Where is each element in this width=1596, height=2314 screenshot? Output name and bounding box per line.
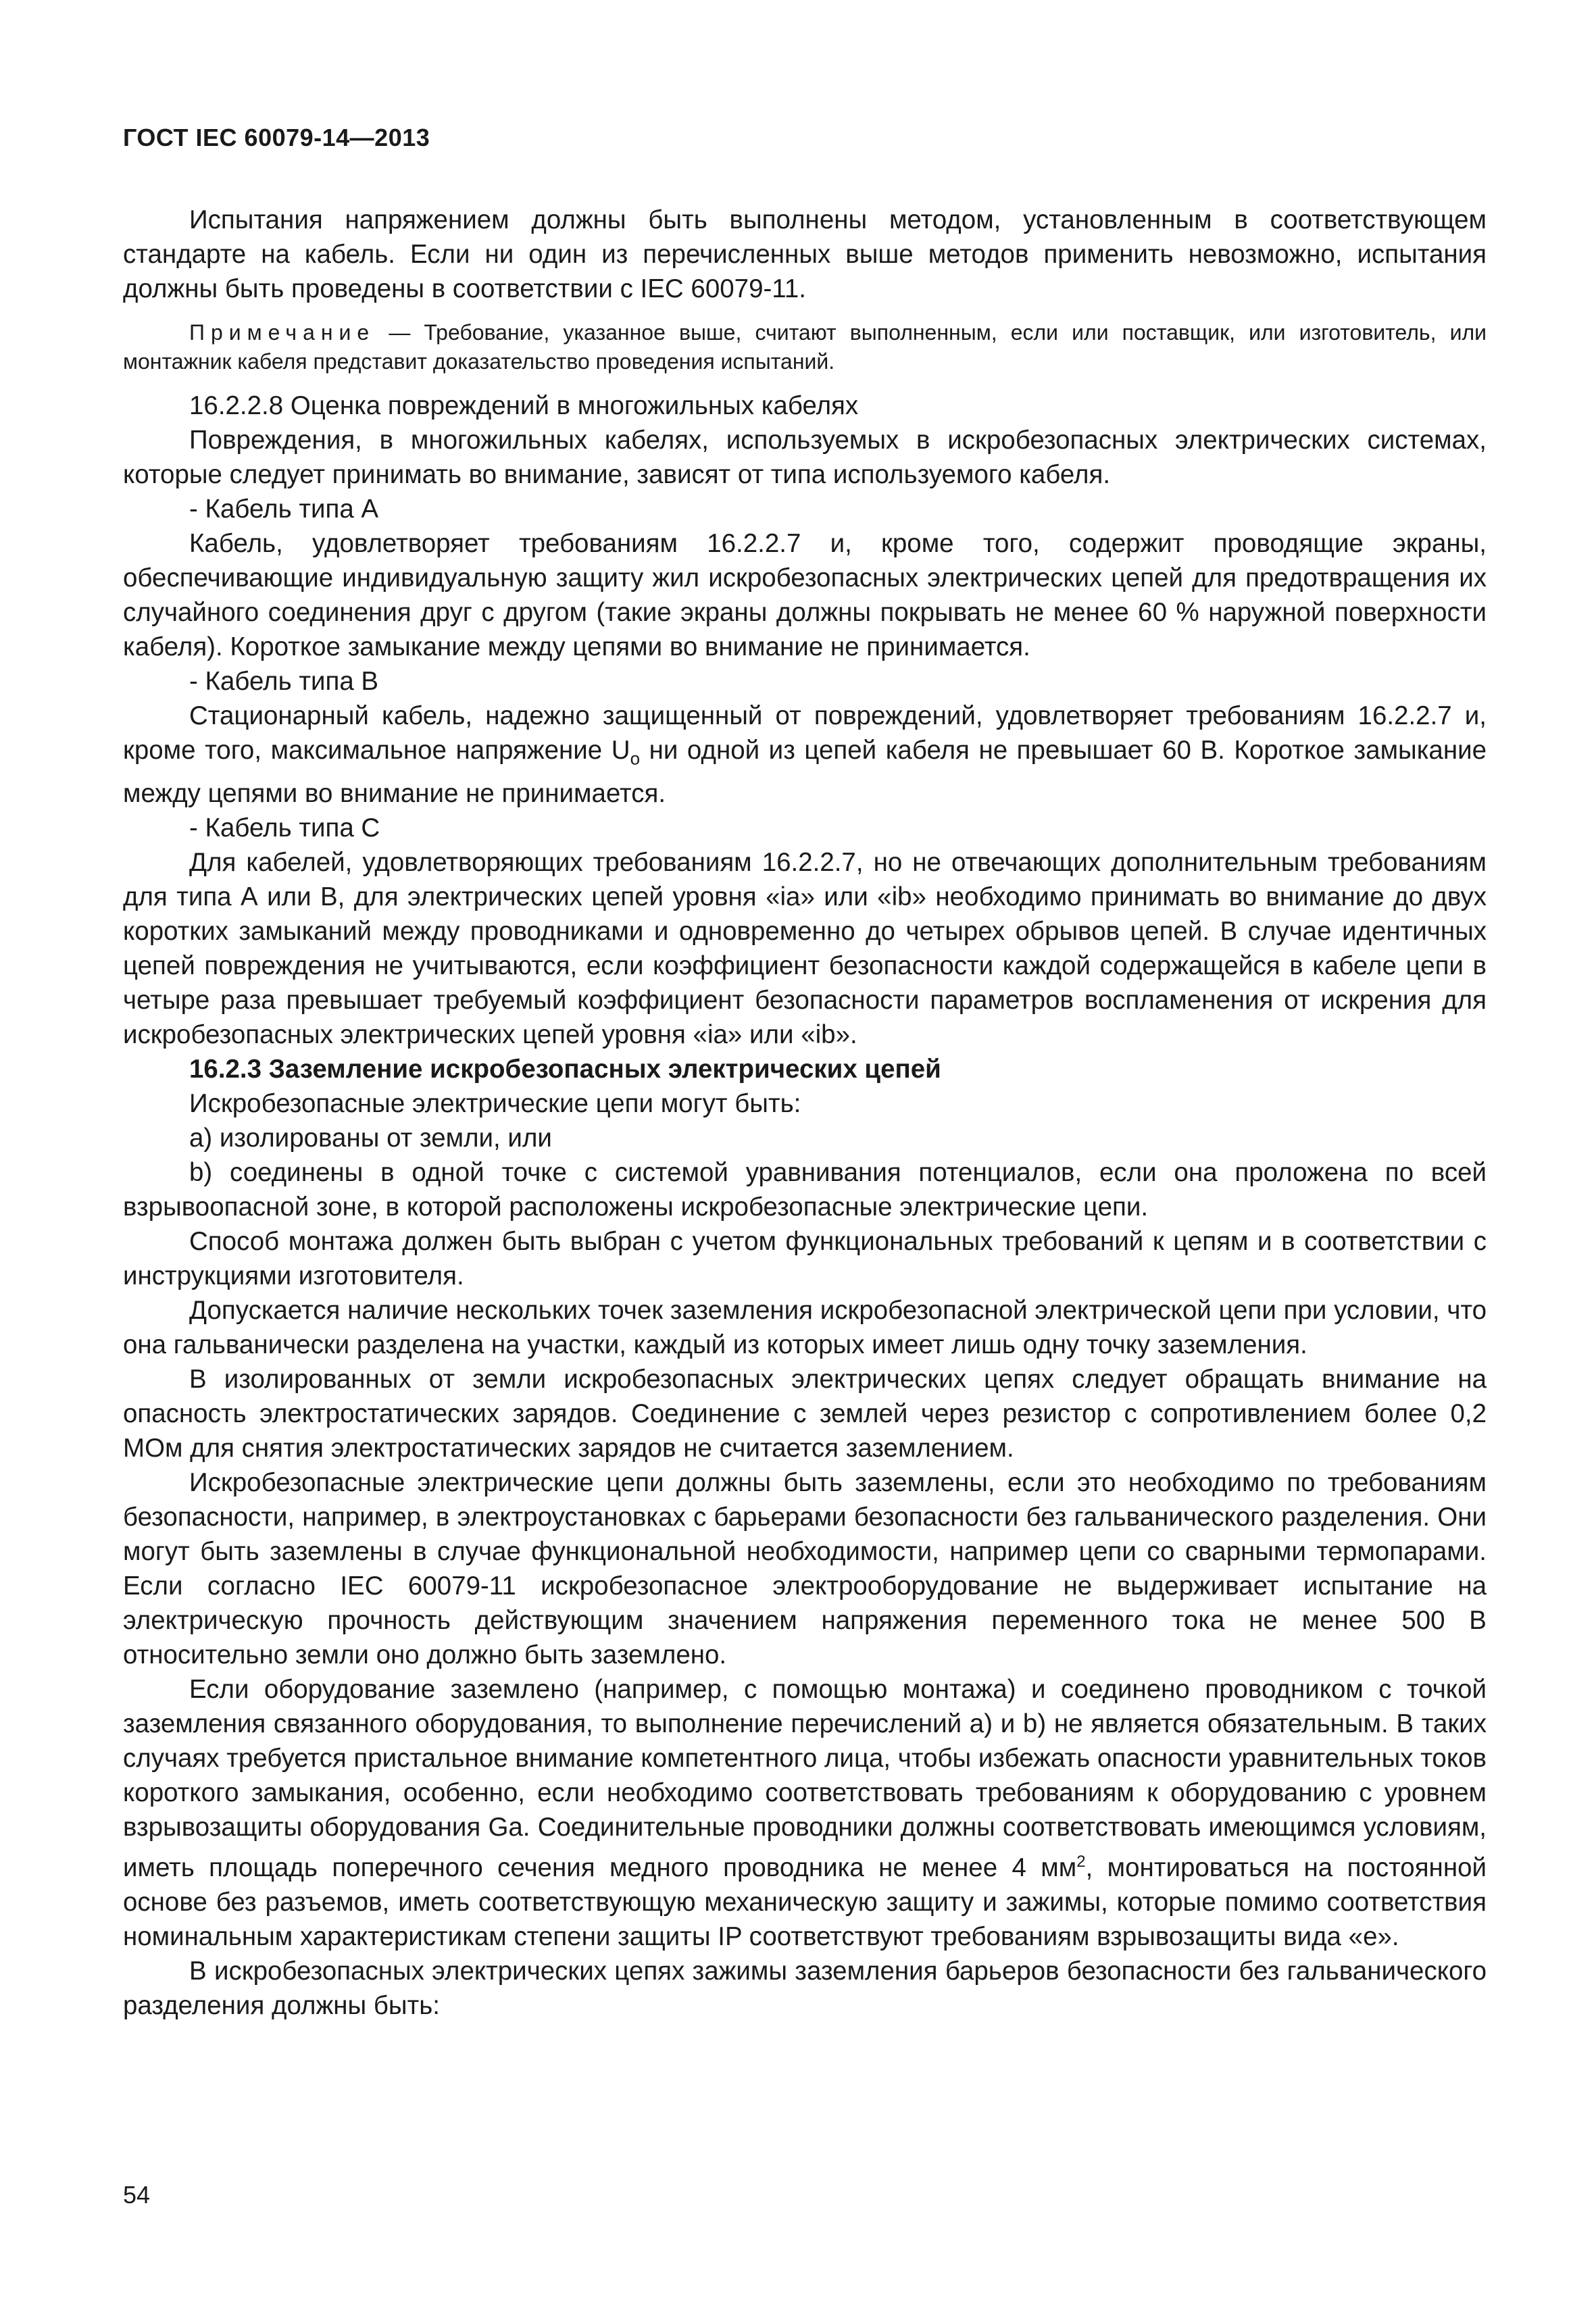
section-16-2-3-p1: Искробезопасные электрические цепи могут быть:: [189, 1088, 801, 1118]
cable-type-b-text-part2: ни одной из цепей кабеля не превышает 60 В. Короткое замыкание между цепями во внимание не принимается.: [123, 736, 1487, 808]
section-16-2-3-p6: [123, 1672, 1487, 1954]
cable-type-b-label: - Кабель типа В: [189, 667, 379, 696]
cable-type-b-subscript: o: [630, 748, 641, 769]
cable-type-a-label: - Кабель типа А: [189, 495, 379, 524]
section-16-2-3-heading: 16.2.3 Заземление искробезопасных электрических цепей: [189, 1054, 941, 1084]
list-item-a: а) изолированы от земли, или: [189, 1123, 552, 1153]
document-header: ГОСТ IEC 60079-14—2013: [123, 124, 430, 151]
note-label: Примечание: [189, 320, 376, 345]
cable-type-c-text: Для кабелей, удовлетворяющих требованиям 16.2.2.7, но не отвечающих дополнительным требованиям для типа А или В, для электрических цепей уровня «ia» или «ib» необходимо принимать во внимание до двух коротких замыканий между проводниками и одновременно до четырех обрывов цепей. В случае идентичных цепей повреждения не учитываются, если коэффициент безопасности каждой содержащейся в кабеле цепи в четыре раза превышает требуемый коэффициент безопасности параметров воспламенения от искрения для искробезопасных электрических цепей уровня «ia» или «ib».: [123, 847, 1487, 1049]
list-item-b: b) соединены в одной точке с системой уравнивания потенциалов, если она проложена по всей взрывоопасной зоне, в которой расположены искробезопасные электрические цепи.: [123, 1157, 1487, 1222]
section-16-2-2-8-intro: Повреждения, в многожильных кабелях, используемых в искробезопасных электрических системах, которые следует принимать во внимание, зависят от типа используемого кабеля.: [123, 426, 1487, 489]
superscript-2: 2: [1076, 1852, 1086, 1871]
section-16-2-3-p5: Искробезопасные электрические цепи должны быть заземлены, если это необходимо по требованиям безопасности, например, в электроустановках с барьерами безопасности без гальванического разделения. Они могут быть заземлены в случае функциональной необходимости, например цепи со сварными термопарами. Если согласно IEC 60079-11 искробезопасное электрооборудование не выдерживает испытание на электрическую прочность действующим значением напряжения переменного тока не менее 500 В относительно земли оно должно быть заземлено.: [123, 1467, 1487, 1669]
cable-type-b-text-part1: Стационарный кабель, надежно защищенный от повреждений, удовлетворяет требованиям 16.2.2.7 и, кроме того, максимальное напряжение U: [123, 701, 1487, 765]
section-16-2-3-p6-part2: , монтироваться на постоянной основе без разъемов, иметь соответствующую механическую защиту и зажимы, которые помимо соответствия номинальным характеристикам степени защиты IP соответствуют требованиям взрывозащиты вида «е».: [123, 1853, 1487, 1951]
cable-type-a-text: Кабель, удовлетворяет требованиям 16.2.2.7 и, кроме того, содержит проводящие экраны, обеспечивающие индивидуальную защиту жил искробезопасных электрических цепей для предотвращения их случайного соединения друг с другом (такие экраны должны покрывать не менее 60 % наружной поверхности кабеля). Короткое замыкание между цепями во внимание не принимается.: [123, 529, 1487, 661]
paragraph-test-voltage: Испытания напряжением должны быть выполнены методом, установленным в соответствующем стандарте на кабель. Если ни один из перечисленных выше методов применить невозможно, испытания должны быть проведены в соответствии с IEC 60079-11.: [123, 205, 1487, 303]
document-body: [123, 203, 1487, 2023]
section-16-2-3-p2: Способ монтажа должен быть выбран с учетом функциональных требований к цепям и в соответствии с инструкциями изготовителя.: [123, 1226, 1487, 1290]
section-16-2-3-p4: В изолированных от земли искробезопасных электрических цепях следует обращать внимание на опасность электростатических зарядов. Соединение с землей через резистор с сопротивлением более 0,2 МОм для снятия электростатических зарядов не считается заземлением.: [123, 1364, 1487, 1463]
note-paragraph: [123, 318, 1487, 376]
section-16-2-3-p6-part1: Если оборудование заземлено (например, с помощью монтажа) и соединено проводником с точкой заземления связанного оборудования, то выполнение перечислений а) и b) не является обязательным. В таких случаях требуется пристальное внимание компетентного лица, чтобы избежать опасности уравнительных токов короткого замыкания, особенно, если необходимо соответствовать требованиям к оборудованию с уровнем взрывозащиты оборудования Ga. Соединительные проводники должны соответствовать имеющимся условиям, иметь площадь поперечного сечения медного проводника не менее 4 мм: [123, 1674, 1487, 1882]
cable-type-b-text: [123, 699, 1487, 811]
page-number: 54: [123, 2181, 151, 2209]
section-16-2-3-p7: В искробезопасных электрических цепях зажимы заземления барьеров безопасности без гальванического разделения должны быть:: [123, 1956, 1487, 2020]
section-16-2-3-p3: Допускается наличие нескольких точек заземления искробезопасной электрической цепи при условии, что она гальванически разделена на участки, каждый из которых имеет лишь одну точку заземления.: [123, 1295, 1487, 1359]
section-16-2-2-8-title: 16.2.2.8 Оценка повреждений в многожильных кабелях: [189, 391, 859, 420]
cable-type-c-label: - Кабель типа С: [189, 813, 380, 842]
note-text: — Требование, указанное выше, считают выполненным, если или поставщик, или изготовитель, или монтажник кабеля представит доказательство проведения испытаний.: [123, 320, 1487, 374]
